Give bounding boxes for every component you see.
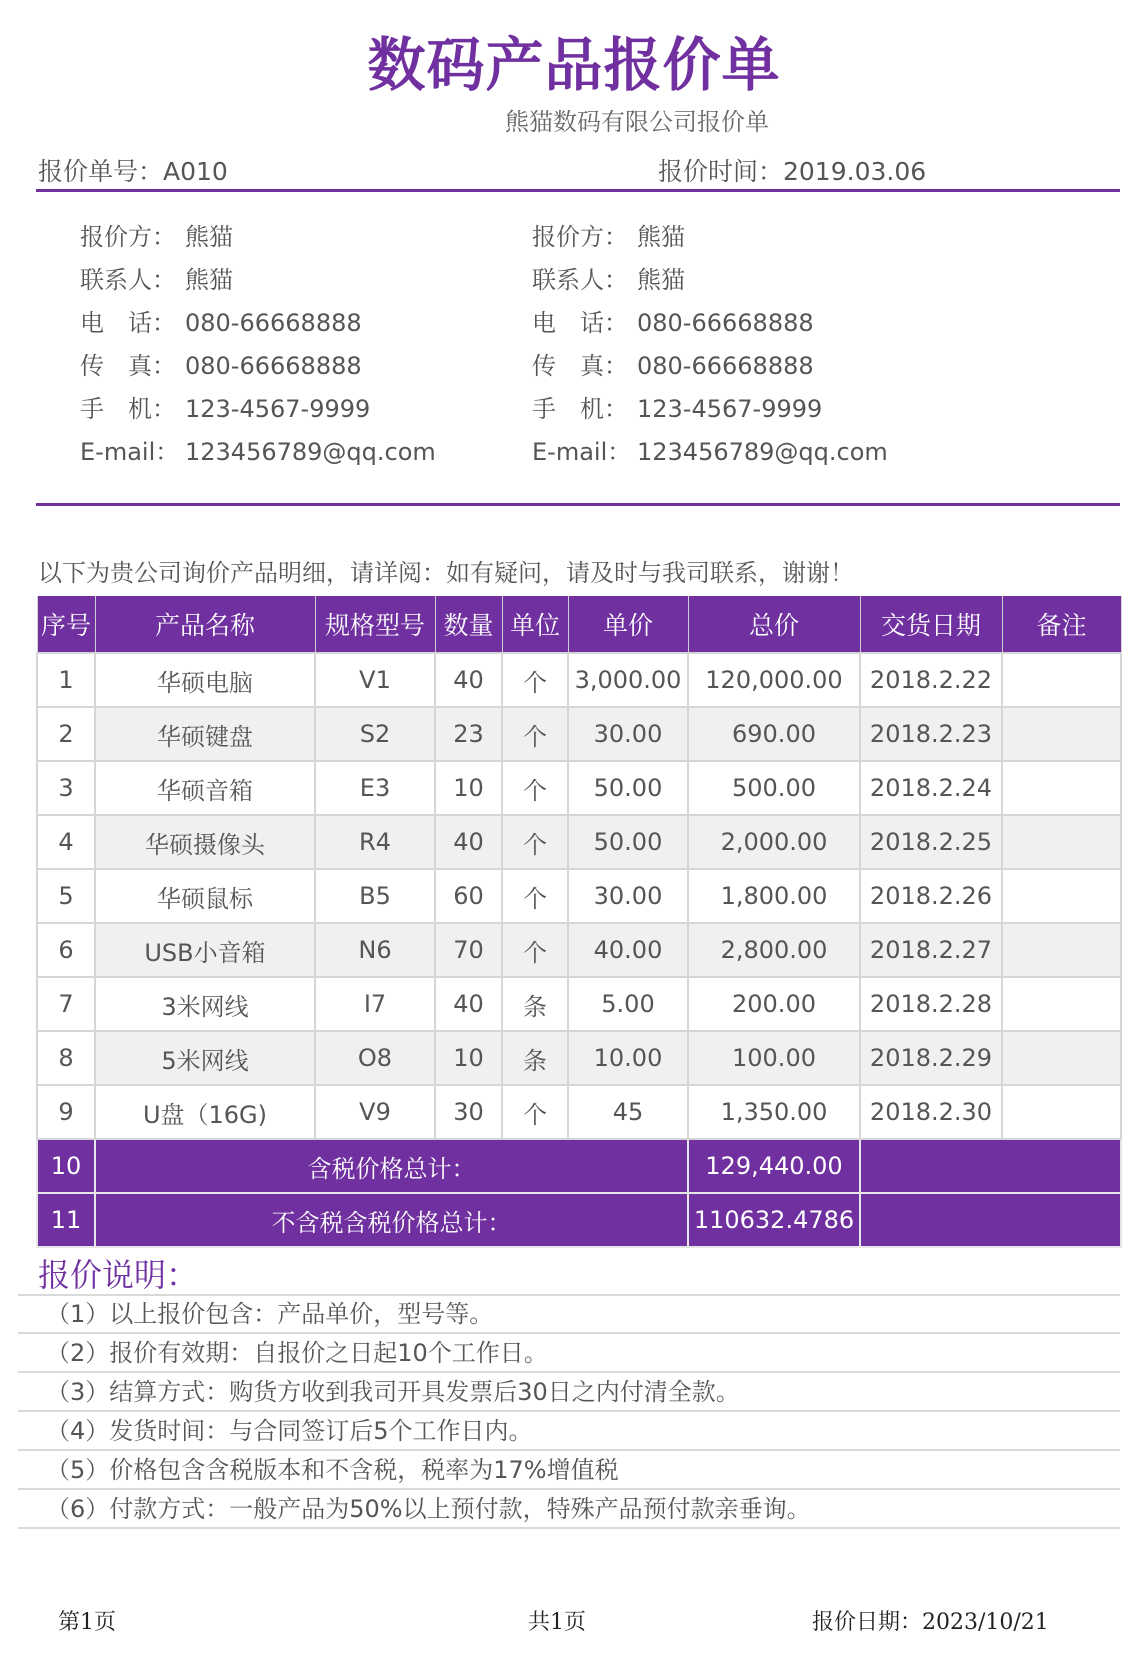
table-row [37, 869, 1121, 923]
cell-product-name: 华硕电脑 [95, 653, 315, 707]
header-divider [36, 189, 1120, 192]
cell-total-price: 200.00 [688, 977, 860, 1031]
cell-number: 7 [37, 977, 95, 1031]
cell-model: O8 [315, 1031, 435, 1085]
column-header: 规格型号 [315, 596, 435, 653]
cell-quantity: 10 [435, 1031, 502, 1085]
party-left [80, 216, 436, 474]
table-row [37, 707, 1121, 761]
cell-delivery-date: 2018.2.28 [860, 977, 1002, 1031]
column-header: 单位 [502, 596, 568, 653]
column-header: 备注 [1002, 596, 1121, 653]
cell-total-price: 1,800.00 [688, 869, 860, 923]
column-header: 数量 [435, 596, 502, 653]
cell-model: S2 [315, 707, 435, 761]
cell-total-price: 100.00 [688, 1031, 860, 1085]
total-row-label: 不含税含税价格总计： [95, 1193, 688, 1247]
cell-product-name: 3米网线 [95, 977, 315, 1031]
cell-delivery-date: 2018.2.30 [860, 1085, 1002, 1139]
party-right-row: 联系人： 熊猫 [532, 266, 685, 294]
intro-text: 以下为贵公司询价产品明细，请详阅：如有疑问，请及时与我司联系，谢谢！ [38, 559, 854, 587]
cell-unit: 个 [502, 923, 568, 977]
cell-product-name: 5米网线 [95, 1031, 315, 1085]
cell-quantity: 10 [435, 761, 502, 815]
table-row [37, 1031, 1121, 1085]
total-row-value: 129,440.00 [688, 1139, 860, 1193]
table-row [37, 653, 1121, 707]
total-row-empty [860, 1139, 1121, 1193]
quote-number: 报价单号：A010 [38, 157, 228, 186]
party-left-row: E-mail： 123456789@qq.com [80, 438, 436, 466]
column-header: 总价 [688, 596, 860, 653]
cell-number: 5 [37, 869, 95, 923]
column-header: 单价 [568, 596, 688, 653]
table-row [37, 1085, 1121, 1139]
cell-remark [1002, 977, 1121, 1031]
cell-model: R4 [315, 815, 435, 869]
cell-model: V9 [315, 1085, 435, 1139]
cell-model: V1 [315, 653, 435, 707]
cell-unit: 个 [502, 1085, 568, 1139]
cell-delivery-date: 2018.2.24 [860, 761, 1002, 815]
notes-top-divider [18, 1294, 1120, 1296]
party-left-row: 电 话： 080-66668888 [80, 309, 362, 337]
total-row-empty [860, 1193, 1121, 1247]
note-item: （4）发货时间：与合同签订后5个工作日内。 [18, 1412, 1120, 1451]
cell-quantity: 70 [435, 923, 502, 977]
note-item: （6）付款方式：一般产品为50%以上预付款，特殊产品预付款亲垂询。 [18, 1490, 1120, 1529]
cell-remark [1002, 815, 1121, 869]
cell-unit-price: 30.00 [568, 869, 688, 923]
cell-quantity: 23 [435, 707, 502, 761]
cell-number: 8 [37, 1031, 95, 1085]
cell-unit-price: 5.00 [568, 977, 688, 1031]
cell-total-price: 500.00 [688, 761, 860, 815]
cell-unit: 条 [502, 977, 568, 1031]
party-right-row: 传 真： 080-66668888 [532, 352, 814, 380]
quote-table [36, 596, 1122, 1248]
party-right-row: 手 机： 123-4567-9999 [532, 395, 823, 423]
cell-model: I7 [315, 977, 435, 1031]
table-row [37, 815, 1121, 869]
cell-unit: 个 [502, 653, 568, 707]
cell-unit-price: 50.00 [568, 761, 688, 815]
party-right [532, 216, 888, 474]
cell-delivery-date: 2018.2.29 [860, 1031, 1002, 1085]
cell-quantity: 60 [435, 869, 502, 923]
total-row-tax-excluded [37, 1193, 1121, 1247]
cell-total-price: 2,800.00 [688, 923, 860, 977]
note-item: （5）价格包含含税版本和不含税，税率为17%增值税 [18, 1451, 1120, 1490]
cell-unit: 个 [502, 707, 568, 761]
table-row [37, 923, 1121, 977]
cell-number: 1 [37, 653, 95, 707]
cell-product-name: 华硕鼠标 [95, 869, 315, 923]
cell-product-name: 华硕音箱 [95, 761, 315, 815]
total-row-value: 110632.4786 [688, 1193, 860, 1247]
cell-number: 6 [37, 923, 95, 977]
cell-total-price: 690.00 [688, 707, 860, 761]
cell-quantity: 40 [435, 653, 502, 707]
party-left-row: 报价方： 熊猫 [80, 223, 233, 251]
cell-unit-price: 3,000.00 [568, 653, 688, 707]
cell-number: 4 [37, 815, 95, 869]
cell-quantity: 40 [435, 815, 502, 869]
cell-unit: 条 [502, 1031, 568, 1085]
cell-unit-price: 45 [568, 1085, 688, 1139]
total-row-number: 11 [37, 1193, 95, 1247]
party-left-row: 联系人： 熊猫 [80, 266, 233, 294]
cell-remark [1002, 869, 1121, 923]
cell-remark [1002, 707, 1121, 761]
party-divider [36, 503, 1120, 506]
footer-total-pages: 共1页 [528, 1610, 586, 1635]
footer-quote-date: 报价日期：2023/10/21 [812, 1610, 1049, 1635]
table-header-row [37, 596, 1121, 653]
cell-number: 2 [37, 707, 95, 761]
cell-remark [1002, 1031, 1121, 1085]
cell-number: 9 [37, 1085, 95, 1139]
total-row-label: 含税价格总计： [95, 1139, 688, 1193]
total-row-number: 10 [37, 1139, 95, 1193]
column-header: 序号 [37, 596, 95, 653]
cell-delivery-date: 2018.2.25 [860, 815, 1002, 869]
cell-remark [1002, 1085, 1121, 1139]
column-header: 交货日期 [860, 596, 1002, 653]
cell-remark [1002, 761, 1121, 815]
cell-unit: 个 [502, 869, 568, 923]
cell-model: N6 [315, 923, 435, 977]
cell-unit: 个 [502, 761, 568, 815]
cell-product-name: 华硕键盘 [95, 707, 315, 761]
table-row [37, 761, 1121, 815]
party-right-row: 电 话： 080-66668888 [532, 309, 814, 337]
cell-total-price: 1,350.00 [688, 1085, 860, 1139]
cell-quantity: 30 [435, 1085, 502, 1139]
cell-model: E3 [315, 761, 435, 815]
total-row-tax-included [37, 1139, 1121, 1193]
quote-time: 报价时间：2019.03.06 [658, 157, 927, 186]
cell-unit-price: 50.00 [568, 815, 688, 869]
table-row [37, 977, 1121, 1031]
cell-delivery-date: 2018.2.23 [860, 707, 1002, 761]
cell-unit-price: 30.00 [568, 707, 688, 761]
cell-product-name: U盘（16G) [95, 1085, 315, 1139]
cell-delivery-date: 2018.2.26 [860, 869, 1002, 923]
cell-remark [1002, 923, 1121, 977]
cell-total-price: 2,000.00 [688, 815, 860, 869]
cell-quantity: 40 [435, 977, 502, 1031]
cell-product-name: USB小音箱 [95, 923, 315, 977]
cell-unit-price: 10.00 [568, 1031, 688, 1085]
cell-model: B5 [315, 869, 435, 923]
cell-total-price: 120,000.00 [688, 653, 860, 707]
party-right-row: E-mail： 123456789@qq.com [532, 438, 888, 466]
note-item: （2）报价有效期：自报价之日起10个工作日。 [18, 1334, 1120, 1373]
party-right-row: 报价方： 熊猫 [532, 223, 685, 251]
cell-unit: 个 [502, 815, 568, 869]
note-item: （1）以上报价包含：产品单价，型号等。 [18, 1295, 1120, 1334]
cell-remark [1002, 653, 1121, 707]
note-item: （3）结算方式：购货方收到我司开具发票后30日之内付清全款。 [18, 1373, 1120, 1412]
party-left-row: 手 机： 123-4567-9999 [80, 395, 371, 423]
cell-delivery-date: 2018.2.27 [860, 923, 1002, 977]
document-title: 数码产品报价单 [367, 31, 781, 99]
party-left-row: 传 真： 080-66668888 [80, 352, 362, 380]
cell-number: 3 [37, 761, 95, 815]
footer-page-number: 第1页 [58, 1610, 116, 1635]
cell-unit-price: 40.00 [568, 923, 688, 977]
cell-product-name: 华硕摄像头 [95, 815, 315, 869]
cell-delivery-date: 2018.2.22 [860, 653, 1002, 707]
column-header: 产品名称 [95, 596, 315, 653]
notes-title: 报价说明： [38, 1256, 199, 1294]
company-subtitle: 熊猫数码有限公司报价单 [505, 108, 769, 136]
